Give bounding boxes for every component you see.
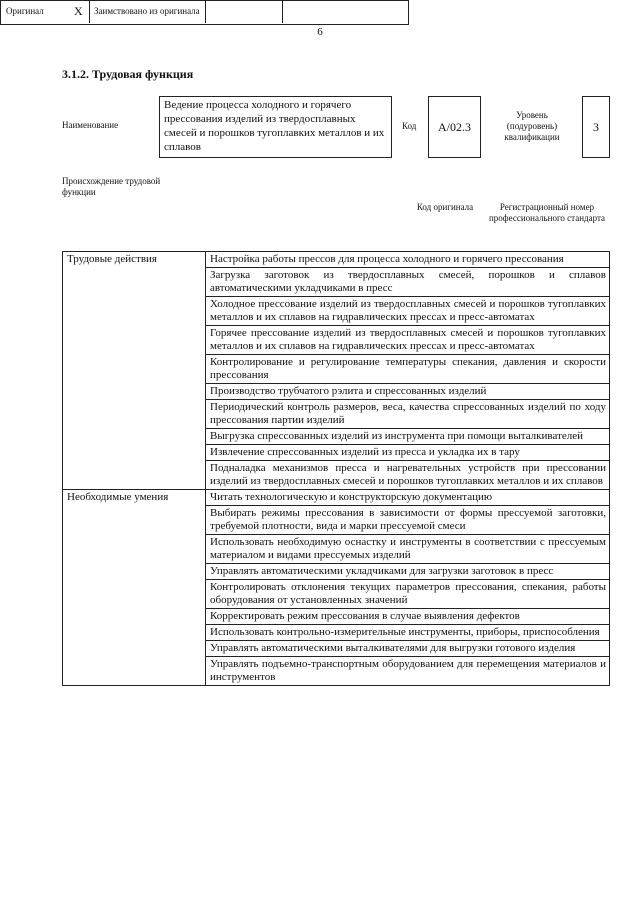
level-box: 3 — [582, 96, 610, 158]
item-text-cell: Управлять автоматическими укладчиками для загрузки заготовок в пресс — [206, 564, 610, 580]
origin-row — [0, 0, 409, 25]
code-label: Код — [402, 121, 417, 131]
reg-number-cell — [282, 0, 407, 23]
item-text-cell: Холодное прессование изделий из твердосплавных смесей и порошков тугоплавких металлов и их сплавов на гидравлических прессах и пресс-автоматах — [206, 297, 610, 326]
reg-number-caption: Регистрационный номер профессионального стандарта — [488, 202, 606, 223]
original-mark: X — [74, 4, 83, 18]
item-text-cell: Загрузка заготовок из твердосплавных смесей, порошков и сплавов автоматическими укладчиками в пресс — [206, 268, 610, 297]
item-text-cell: Горячее прессование изделий из твердосплавных смесей и порошков тугоплавких металлов и их сплавов на гидравлических прессах и пресс-автоматах — [206, 326, 610, 355]
item-text-cell: Управлять автоматическими выталкивателями для выгрузки готового изделия — [206, 641, 610, 657]
level-label: Уровень (подуровень) квалификации — [504, 110, 560, 142]
page-number: 6 — [317, 26, 323, 38]
function-details-table — [62, 251, 610, 686]
borrowed-cell — [89, 0, 205, 23]
item-text-cell: Использовать контрольно-измерительные инструменты, приборы, приспособления — [206, 625, 610, 641]
item-text-cell: Контролировать отклонения текущих параметров прессования, спекания, работы оборудования от установленных значений — [206, 580, 610, 609]
original-label: Оригинал — [6, 6, 44, 16]
code-original-caption: Код оригинала — [416, 202, 474, 212]
origin-label: Происхождение трудовой функции — [62, 176, 161, 197]
item-text-cell: Подналадка механизмов пресса и нагревательных устройств при прессовании изделий из твердосплавных смесей и порошков тугоплавких металлов и их сплавов — [206, 461, 610, 490]
borrowed-label: Заимствовано из оригинала — [94, 6, 200, 16]
section-title-cell: Трудовые действия — [63, 252, 206, 490]
section-title: 3.1.2. Трудовая функция — [62, 67, 194, 81]
item-text-cell: Выгрузка спрессованных изделий из инструмента при помощи выталкивателей — [206, 429, 610, 445]
code-box: A/02.3 — [428, 96, 481, 158]
item-text-cell: Производство трубчатого рэлита и спрессованных изделий — [206, 384, 610, 400]
item-text-cell: Настройка работы прессов для процесса холодного и горячего прессования — [206, 252, 610, 268]
code-original-cell — [205, 0, 282, 23]
item-text-cell: Контролирование и регулирование температуры спекания, давления и скорости прессования — [206, 355, 610, 384]
function-name-box: Ведение процесса холодного и горячего прессования изделий из твердосплавных смесей и порошков тугоплавких металлов и их сплавов — [159, 96, 392, 158]
table-row — [63, 490, 610, 506]
item-text-cell: Управлять подъемно-транспортным оборудованием для перемещения материалов и инструментов — [206, 657, 610, 686]
item-text-cell: Выбирать режимы прессования в зависимости от формы прессуемой заготовки, требуемой плотности, вида и марки прессуемой смеси — [206, 506, 610, 535]
table-row — [63, 252, 610, 268]
item-text-cell: Извлечение спрессованных изделий из пресса и укладка их в тару — [206, 445, 610, 461]
section-title-cell: Необходимые умения — [63, 490, 206, 686]
item-text-cell: Использовать необходимую оснастку и инструменты в соответствии с прессуемым материалом и видами прессуемых изделий — [206, 535, 610, 564]
item-text-cell: Читать технологическую и конструкторскую документацию — [206, 490, 610, 506]
item-text-cell: Корректировать режим прессования в случае выявления дефектов — [206, 609, 610, 625]
name-label: Наименование — [62, 120, 119, 130]
item-text-cell: Периодический контроль размеров, веса, качества спрессованных изделий по ходу прессования партии изделий — [206, 400, 610, 429]
